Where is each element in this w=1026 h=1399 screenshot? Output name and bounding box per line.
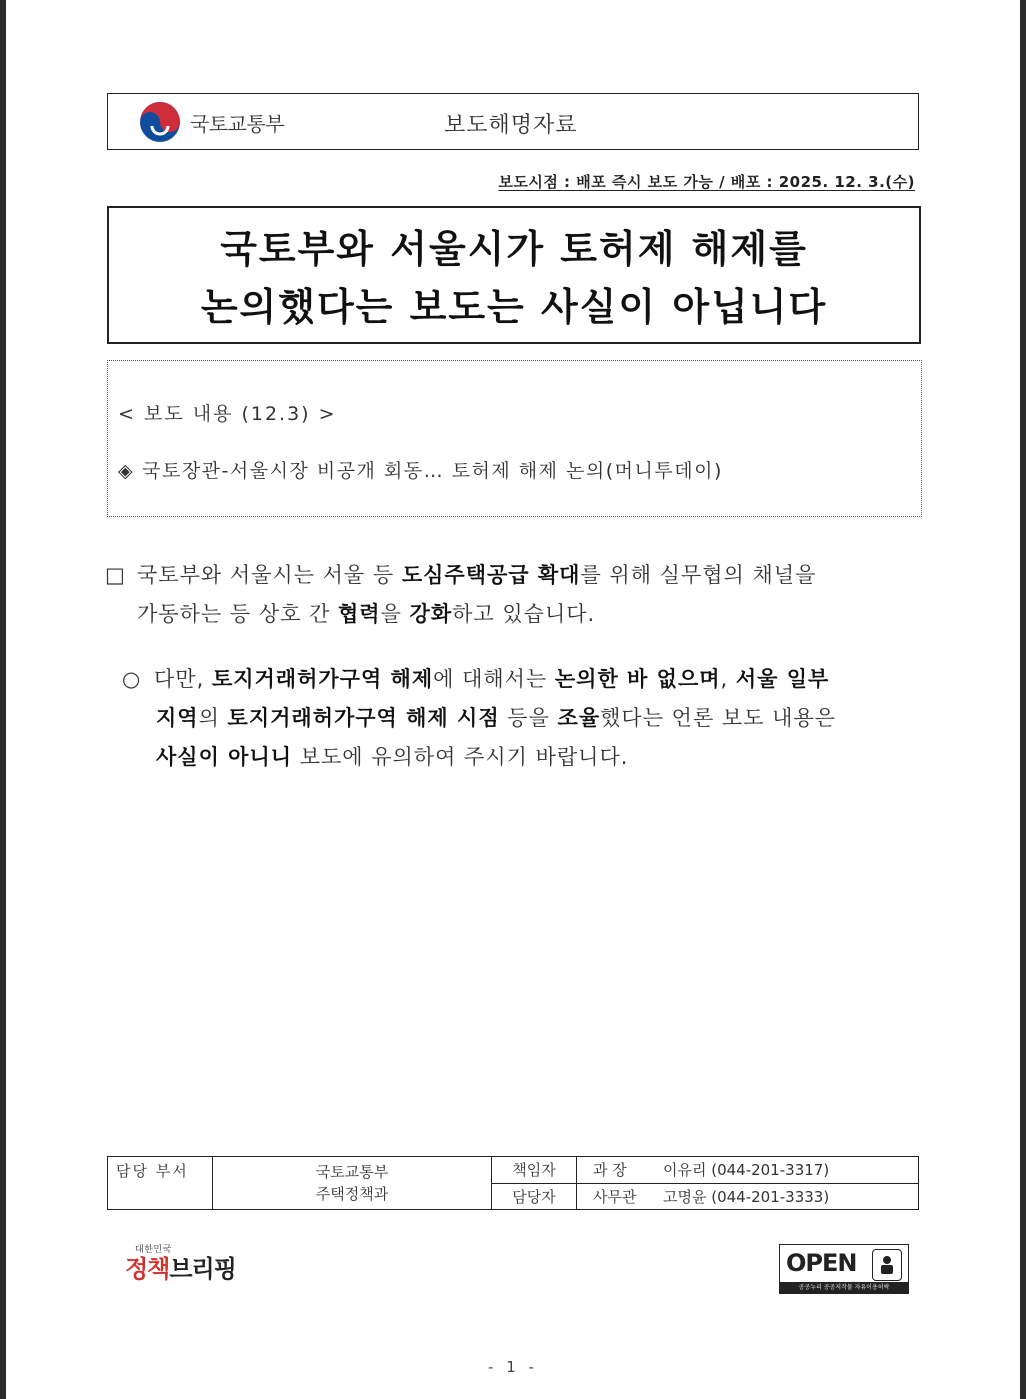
circle-bullet-icon: ○ [122, 667, 142, 691]
logo-main-text [125, 1255, 236, 1283]
square-bullet-icon: □ [105, 563, 126, 587]
contact-table [107, 1156, 919, 1210]
diamond-bullet-icon: ◈ [118, 460, 135, 482]
text-run: 등을 [499, 706, 558, 730]
bold-text-run: 협력 [338, 602, 381, 626]
position-title: 사무관 [593, 1187, 637, 1206]
title-box [107, 206, 921, 344]
dept-name-line: 국토교통부 [315, 1163, 389, 1181]
open-license-text: 공공누리 공공저작물 자유이용허락 [780, 1282, 908, 1293]
paragraph-line [122, 699, 926, 738]
paragraph-cooperation [105, 556, 925, 634]
text-run: 을 [380, 602, 410, 626]
text-run: 하고 있습니다. [452, 602, 596, 626]
bold-text-run: 도심주택공급 확대 [401, 563, 581, 587]
report-summary-box [107, 360, 922, 517]
bold-text-run: 토지거래허가구역 해제 시점 [227, 706, 500, 730]
logo-red-text: 정책 [125, 1255, 170, 1283]
bold-text-run: 토지거래허가구역 해제 [211, 667, 434, 691]
dept-name-line: 주택정책과 [315, 1185, 389, 1203]
bold-text-run: 서울 일부 [735, 667, 830, 691]
person-contact: 이유리 (044-201-3317) [663, 1161, 830, 1180]
bold-text-run: 지역 [156, 706, 199, 730]
taegeuk-emblem-icon [138, 100, 182, 144]
text-run: , [720, 667, 736, 691]
dept-label: 담당 부서 [108, 1157, 213, 1210]
text-run: 했다는 언론 보도 내용은 [600, 706, 837, 730]
paragraph-line [122, 738, 926, 777]
ministry-name: 국토교통부 [190, 111, 285, 136]
responsible-label: 책임자 [492, 1157, 577, 1184]
paragraph-line [105, 556, 925, 595]
paragraph-line [105, 595, 925, 634]
staff-person [577, 1183, 919, 1210]
report-label: < 보도 내용 (12.3) > [118, 403, 337, 425]
text-run: 국토부와 서울시는 서울 등 [137, 563, 402, 587]
person-icon [872, 1249, 902, 1281]
text-run: 다만, [154, 667, 212, 691]
report-item-text: 국토장관-서울시장 비공개 회동… 토허제 해제 논의(머니투데이) [142, 460, 723, 482]
release-info: 보도시점 : 배포 즉시 보도 가능 / 배포 : 2025. 12. 3.(수) [498, 173, 915, 191]
text-run: 가동하는 등 상호 간 [137, 602, 338, 626]
page-number: - 1 - [488, 1358, 538, 1376]
open-license-badge [779, 1244, 909, 1294]
paragraph-line [122, 660, 926, 699]
logo-black-text: 브리핑 [169, 1255, 236, 1283]
document-header [107, 93, 919, 150]
table-row [108, 1157, 919, 1184]
text-run: 보도에 유의하여 주시기 바랍니다. [292, 745, 629, 769]
document-page [6, 0, 1020, 1399]
title-line-1: 국토부와 서울시가 토허제 해제를 [220, 227, 808, 271]
title-line-2: 논의했다는 보도는 사실이 아닙니다 [200, 285, 828, 329]
bold-text-run: 강화 [409, 602, 453, 626]
ministry-logo [138, 100, 284, 144]
text-run: 를 위해 실무협의 채널을 [580, 563, 817, 587]
logo-small-text: 대한민국 [135, 1245, 172, 1255]
text-run: 에 대해서는 [433, 667, 555, 691]
report-item [118, 456, 723, 483]
paragraph-clarification [122, 660, 926, 777]
document-type: 보도해명자료 [444, 113, 578, 138]
staff-label: 담당자 [492, 1183, 577, 1210]
bold-text-run: 조율 [557, 706, 601, 730]
policy-briefing-logo [125, 1242, 236, 1283]
dept-name [213, 1157, 492, 1210]
text-run: 의 [198, 706, 228, 730]
position-title: 과 장 [593, 1161, 627, 1180]
bold-text-run: 논의한 바 없으며 [554, 667, 721, 691]
responsible-person [577, 1157, 919, 1184]
open-label: OPEN [786, 1249, 857, 1277]
bold-text-run: 사실이 아니니 [156, 745, 293, 769]
person-contact: 고명윤 (044-201-3333) [663, 1187, 830, 1206]
